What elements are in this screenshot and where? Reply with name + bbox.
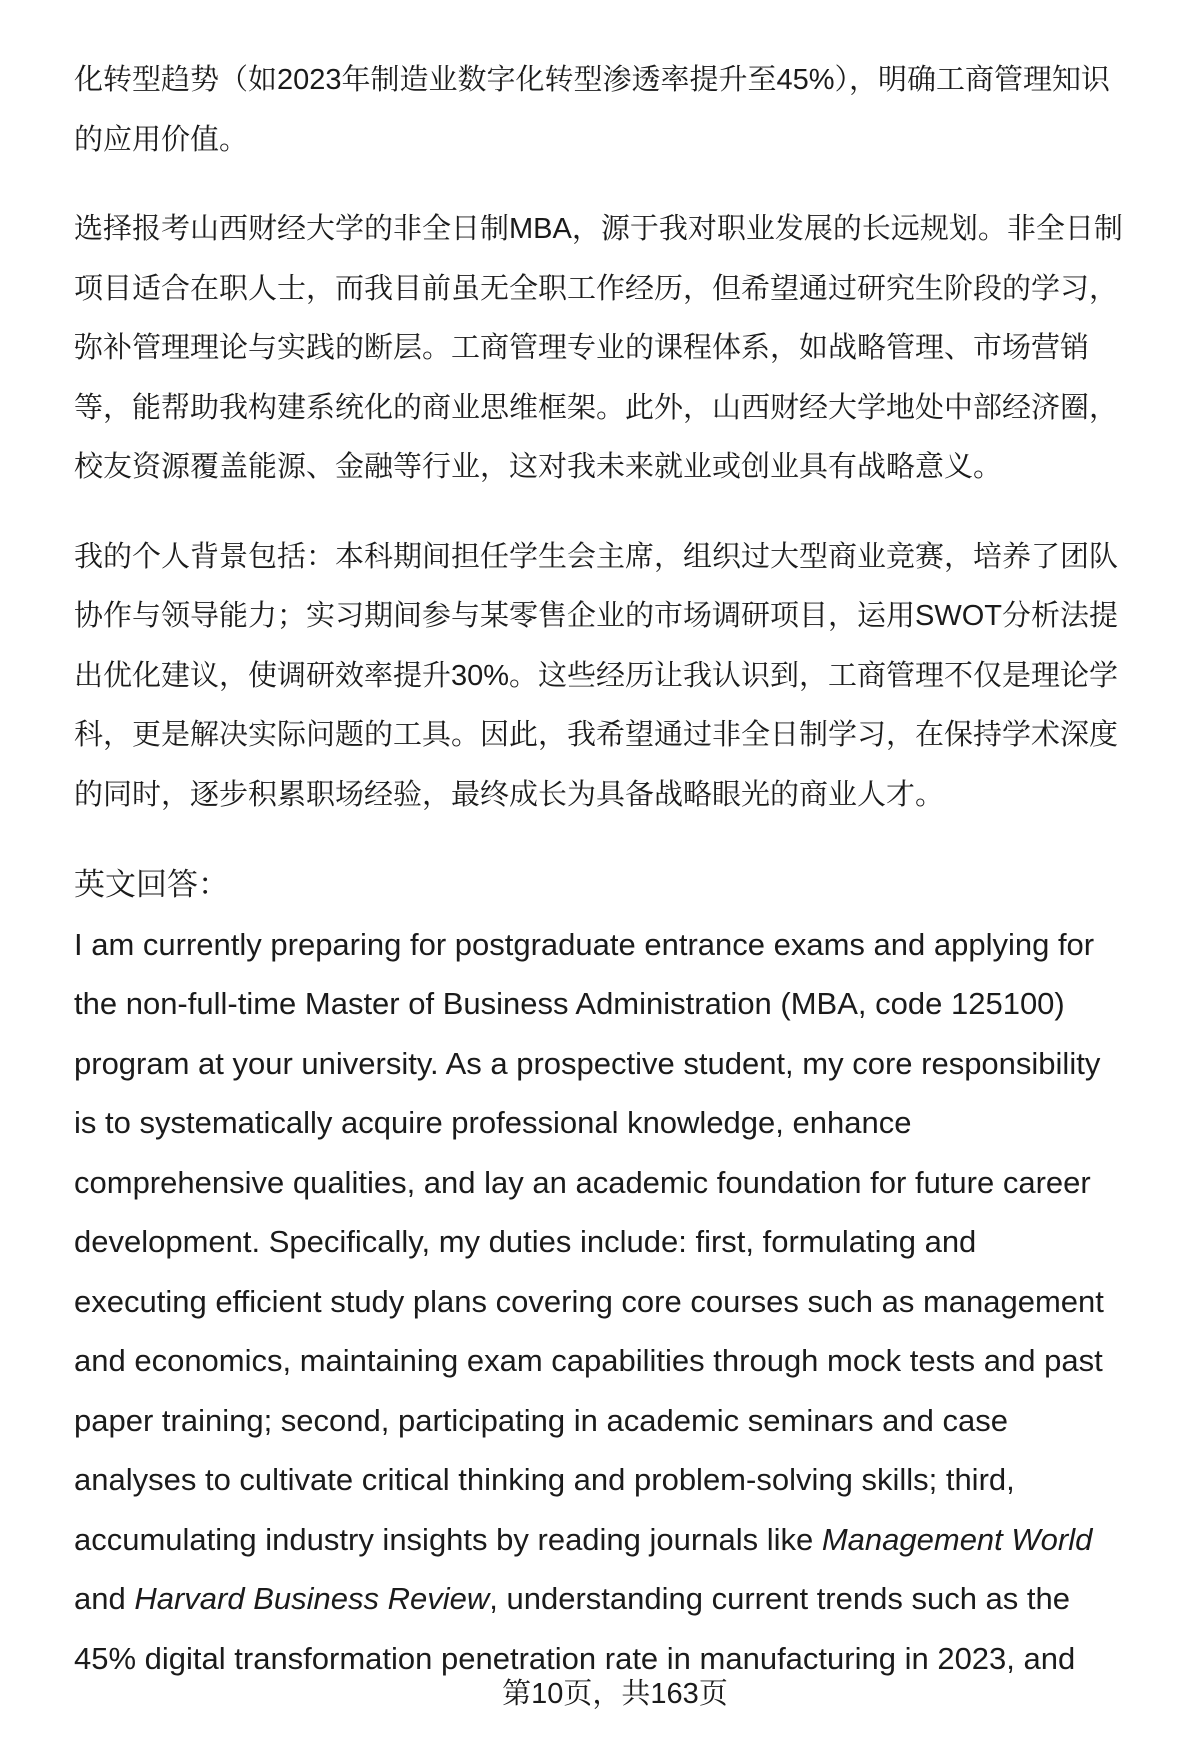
paragraph-line: 等，能帮助我构建系统化的商业思维框架。此外，山西财经大学地处中部经济圈，: [74, 391, 1119, 424]
paragraph-line: 科，更是解决实际问题的工具。因此，我希望通过非全日制学习，在保持学术深度: [74, 719, 1119, 751]
english-line: [74, 1510, 1164, 1570]
english-line: analyses to cultivate critical thinking and problem-solving skills; third,: [74, 1462, 1015, 1497]
journal-title: Harvard Business Review: [134, 1581, 490, 1616]
english-line: executing efficient study plans covering core courses such as management: [74, 1283, 1104, 1319]
paragraph-line: 我的个人背景包括：本科期间担任学生会主席，组织过大型商业竞赛，培养了团队: [74, 540, 1119, 573]
paragraph-line: 化转型趋势（如2023年制造业数字化转型渗透率提升至45%），明确工商管理知识: [74, 64, 1111, 96]
english-answer-heading: 英文回答：: [74, 867, 229, 902]
english-line: paper training; second, participating in academic seminars and case: [74, 1402, 1008, 1438]
paragraph-line: 弥补管理理论与实践的断层。工商管理专业的课程体系，如战略管理、市场营销: [74, 332, 1090, 364]
document-body: [74, 51, 1164, 1688]
paragraph-line: 出优化建议，使调研效率提升30%。这些经历让我认识到，工商管理不仅是理论学: [74, 659, 1119, 692]
english-line: [74, 1569, 1164, 1629]
paragraph-line: 协作与领导能力；实习期间参与某零售企业的市场调研项目，运用SWOT分析法提: [74, 600, 1118, 632]
english-line: program at your university. As a prospective student, my core responsibility: [74, 1045, 1101, 1081]
paragraph: [74, 200, 1164, 498]
paragraph: [74, 51, 1164, 170]
english-answer-section: [74, 855, 1164, 1688]
page-number-footer: 第10页，共163页: [502, 1678, 728, 1710]
english-line-text: , understanding current trends such as the: [489, 1581, 1071, 1616]
paragraph-line: 的同时，逐步积累职场经验，最终成长为具备战略眼光的商业人才。: [74, 778, 945, 811]
paragraph-line: 校友资源覆盖能源、金融等行业，这对我未来就业或创业具有战略意义。: [74, 451, 1003, 483]
paragraph-line: 选择报考山西财经大学的非全日制MBA，源于我对职业发展的长远规划。非全日制: [74, 213, 1123, 245]
paragraph-line: 项目适合在职人士，而我目前虽无全职工作经历，但希望通过研究生阶段的学习，: [74, 272, 1119, 305]
english-line: the non-full-time Master of Business Administration (MBA, code 125100): [74, 986, 1065, 1021]
english-line: 45% digital transformation penetration rate in manufacturing in 2023, and: [74, 1640, 1076, 1676]
english-line: is to systematically acquire professional knowledge, enhance: [74, 1105, 912, 1140]
english-line: I am currently preparing for postgraduate entrance exams and applying for: [74, 926, 1095, 962]
english-line-text: accumulating industry insights by reading journals like: [74, 1521, 822, 1557]
english-line: and economics, maintaining exam capabilities through mock tests and past: [74, 1343, 1103, 1378]
english-line-text: and: [74, 1581, 135, 1616]
paragraph-line: 的应用价值。: [74, 123, 249, 156]
journal-title: Management World: [821, 1521, 1093, 1557]
english-line: comprehensive qualities, and lay an academic foundation for future career: [74, 1164, 1091, 1200]
english-line: development. Specifically, my duties include: first, formulating and: [74, 1224, 977, 1259]
paragraph: [74, 528, 1164, 826]
